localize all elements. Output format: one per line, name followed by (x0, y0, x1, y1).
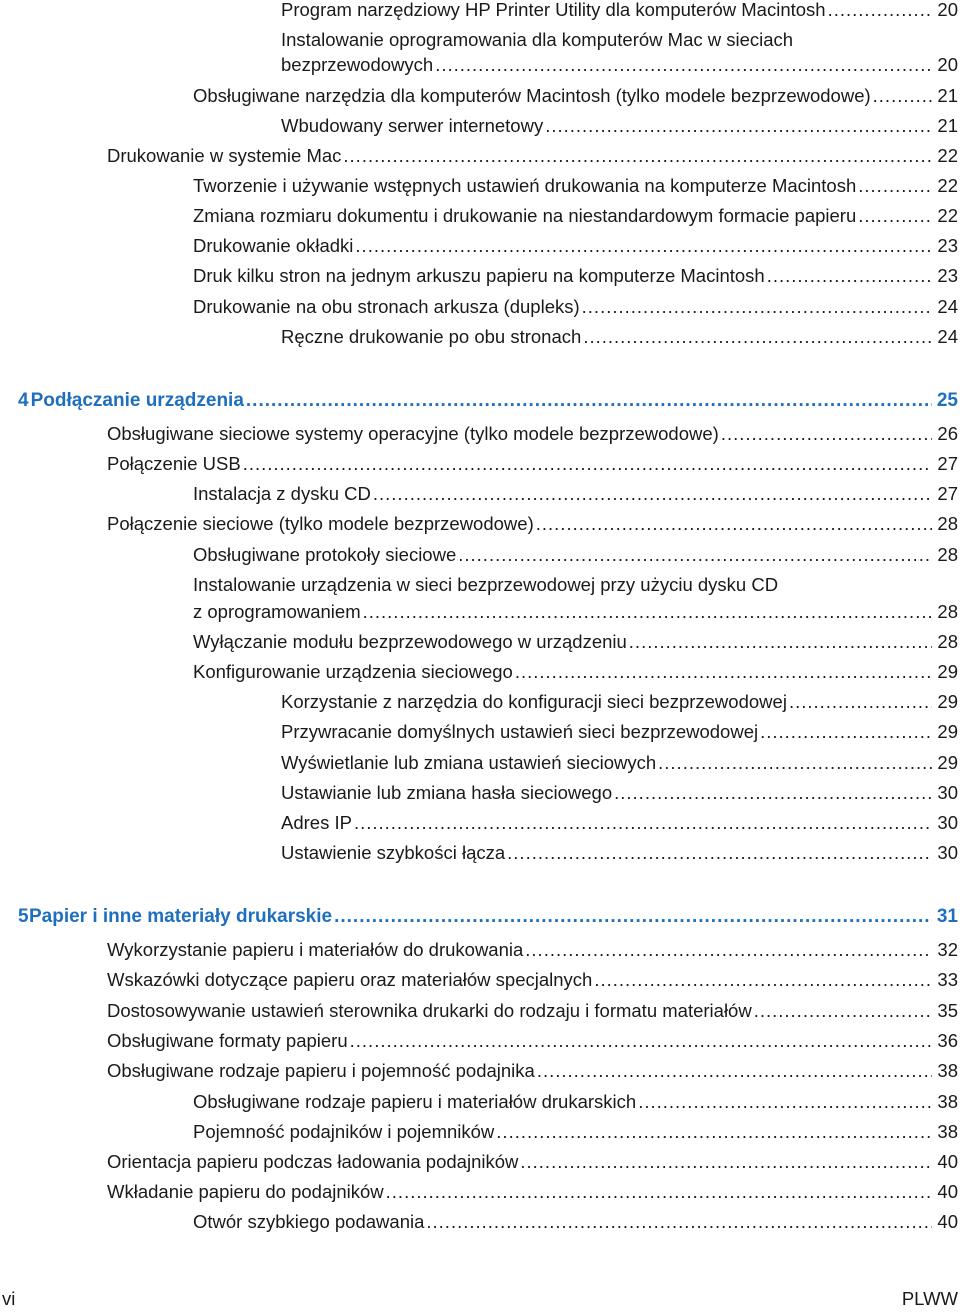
toc-entry-title: Obsługiwane formaty papieru (107, 1030, 348, 1051)
toc-entry-page: 40 (937, 1181, 958, 1202)
toc-entry-title: Konfigurowanie urządzenia sieciowego (193, 661, 513, 682)
toc-entry-page: 24 (937, 296, 958, 317)
toc-entry-title: Wkładanie papieru do podajników (107, 1181, 384, 1202)
chapter-number: 5 (18, 906, 29, 927)
dot-leader (767, 261, 933, 291)
toc-entry[interactable] (107, 1026, 958, 1056)
toc-entry[interactable] (193, 1117, 958, 1147)
toc-entry-title: Orientacja papieru podczas ładowania podajników (107, 1151, 519, 1172)
toc-entry-title: Obsługiwane narzędzia dla komputerów Macintosh (tylko modele bezprzewodowe) (193, 85, 871, 106)
toc-entry-page: 28 (937, 544, 958, 565)
toc-entry[interactable] (193, 81, 958, 111)
toc-entry-title: Drukowanie w systemie Mac (107, 145, 342, 166)
toc-entry-title: Wbudowany serwer internetowy (281, 115, 544, 136)
dot-leader (545, 111, 932, 141)
dot-leader (536, 509, 933, 539)
toc-entry-page: 30 (937, 782, 958, 803)
dot-leader (537, 1056, 933, 1086)
dot-leader (496, 1117, 932, 1147)
toc-entry-page: 38 (937, 1121, 958, 1142)
toc-entry-title: Adres IP (281, 812, 352, 833)
toc-entry[interactable] (193, 231, 958, 261)
toc-entry[interactable] (193, 657, 958, 687)
toc-entry-title: z oprogramowaniem (193, 601, 361, 622)
toc-entry[interactable] (193, 540, 958, 570)
toc-entry-title: Tworzenie i używanie wstępnych ustawień drukowania na komputerze Macintosh (193, 175, 857, 196)
toc-entry[interactable] (193, 597, 958, 627)
toc-entry-title: bezprzewodowych (281, 54, 434, 75)
toc-entry-title: Zmiana rozmiaru dokumentu i drukowanie na niestandardowym formacie papieru (193, 205, 857, 226)
toc-entry-title: Obsługiwane rodzaje papieru i materiałów drukarskich (193, 1091, 637, 1112)
toc-entry-page: 32 (937, 939, 958, 960)
dot-leader (858, 201, 932, 231)
toc-entry[interactable] (281, 838, 958, 868)
toc-entry[interactable] (193, 1087, 958, 1117)
toc-entry-page: 29 (937, 661, 958, 682)
toc-entry-page: 23 (937, 265, 958, 286)
toc-entry[interactable] (107, 509, 958, 539)
dot-leader (754, 996, 933, 1026)
toc-entry-title: Dostosowywanie ustawień sterownika drukarki do rodzaju i formatu materiałów (107, 1000, 752, 1021)
toc-entry[interactable] (281, 111, 958, 141)
chapter-page: 25 (936, 390, 958, 411)
toc-entry-page: 40 (937, 1211, 958, 1232)
page-number: vi (2, 1288, 16, 1309)
toc-entry-title: Obsługiwane sieciowe systemy operacyjne (tylko modele bezprzewodowe) (107, 423, 719, 444)
toc-entry-page: 38 (937, 1091, 958, 1112)
toc-entry-page: 20 (937, 54, 958, 75)
toc-entry-page: 26 (937, 423, 958, 444)
toc-entry-page: 40 (937, 1151, 958, 1172)
toc-entry-page: 24 (937, 326, 958, 347)
dot-leader (525, 935, 932, 965)
toc-entry[interactable] (107, 1177, 958, 1207)
dot-leader (520, 1147, 932, 1177)
chapter-heading[interactable] (18, 902, 958, 932)
toc-entry-page: 33 (937, 969, 958, 990)
toc-entry[interactable] (281, 778, 958, 808)
toc-entry-page: 30 (937, 812, 958, 833)
toc-entry-page: 21 (937, 115, 958, 136)
toc-entry[interactable] (107, 419, 958, 449)
toc-entry-page: 36 (937, 1030, 958, 1051)
dot-leader (828, 0, 933, 25)
toc-entry-title: Obsługiwane rodzaje papieru i pojemność podajnika (107, 1060, 535, 1081)
toc-entry-page: 27 (937, 483, 958, 504)
dot-leader (594, 965, 932, 995)
toc-entry-title: Połączenie USB (107, 453, 241, 474)
toc-entry-page: 23 (937, 235, 958, 256)
toc-entry-title: Połączenie sieciowe (tylko modele bezprzewodowe) (107, 513, 534, 534)
toc-entry[interactable] (193, 261, 958, 291)
toc-entry-title: Pojemność podajników i pojemników (193, 1121, 495, 1142)
dot-leader (873, 81, 933, 111)
toc-entry[interactable] (281, 50, 958, 80)
toc-entry-title: Wyświetlanie lub zmiana ustawień sieciowych (281, 752, 657, 773)
toc-entry-page: 29 (937, 691, 958, 712)
toc-entry-page: 22 (937, 175, 958, 196)
toc-entry-title: Wskazówki dotyczące papieru oraz materiałów specjalnych (107, 969, 593, 990)
toc-entry-title: Drukowanie na obu stronach arkusza (dupleks) (193, 296, 580, 317)
toc-entry-title: Drukowanie okładki (193, 235, 354, 256)
dot-leader (458, 540, 932, 570)
chapter-page: 31 (936, 906, 958, 927)
toc-entry-title: Wyłączanie modułu bezprzewodowego w urządzeniu (193, 631, 627, 652)
toc-entry[interactable] (193, 479, 958, 509)
dot-leader (507, 838, 932, 868)
dot-leader (343, 141, 932, 171)
dot-leader (629, 627, 933, 657)
toc-entry[interactable] (281, 808, 958, 838)
dot-leader (334, 902, 932, 932)
toc-entry-title: Obsługiwane protokoły sieciowe (193, 544, 457, 565)
dot-leader (354, 808, 932, 838)
dot-leader (721, 419, 933, 449)
dot-leader (614, 778, 932, 808)
chapter-title: Podłączanie urządzenia (30, 390, 244, 411)
toc-entry-page: 38 (937, 1060, 958, 1081)
toc-entry-page: 27 (937, 453, 958, 474)
toc-entry[interactable] (107, 1056, 958, 1086)
toc-entry[interactable] (107, 965, 958, 995)
toc-entry[interactable] (107, 449, 958, 479)
toc-entry-title: Wykorzystanie papieru i materiałów do drukowania (107, 939, 524, 960)
toc-entry[interactable] (281, 748, 958, 778)
dot-leader (426, 1207, 932, 1237)
dot-leader (246, 386, 932, 416)
toc-entry-title: Ustawienie szybkości łącza (281, 842, 506, 863)
dot-leader (243, 449, 933, 479)
toc-entry-page: 21 (937, 85, 958, 106)
toc-entry[interactable] (193, 201, 958, 231)
toc-entry-page: 29 (937, 721, 958, 742)
toc-entry[interactable] (193, 171, 958, 201)
dot-leader (582, 292, 933, 322)
toc-entry[interactable] (281, 687, 958, 717)
toc-entry[interactable] (193, 292, 958, 322)
dot-leader (583, 322, 932, 352)
toc-entry-title: Otwór szybkiego podawania (193, 1211, 425, 1232)
toc-entry[interactable] (281, 322, 958, 352)
dot-leader (789, 687, 932, 717)
toc-entry[interactable] (193, 1207, 958, 1237)
toc-entry-page: 28 (937, 631, 958, 652)
dot-leader (515, 657, 933, 687)
toc-entry-title: Druk kilku stron na jednym arkuszu papieru na komputerze Macintosh (193, 265, 765, 286)
dot-leader (350, 1026, 933, 1056)
toc-entry-page: 20 (937, 0, 958, 20)
dot-leader (435, 50, 932, 80)
toc-entry-page: 30 (937, 842, 958, 863)
dot-leader (373, 479, 933, 509)
toc-entry[interactable] (107, 935, 958, 965)
toc-entry-title-line1: Instalowanie oprogramowania dla komputerów Mac w sieciach (281, 29, 794, 50)
dot-leader (760, 717, 932, 747)
dot-leader (658, 748, 932, 778)
toc-entry-title: Ręczne drukowanie po obu stronach (281, 326, 582, 347)
toc-entry-page: 22 (937, 205, 958, 226)
toc-entry-title: Przywracanie domyślnych ustawień sieci bezprzewodowej (281, 721, 759, 742)
dot-leader (638, 1087, 932, 1117)
toc-entry-title: Ustawianie lub zmiana hasła sieciowego (281, 782, 613, 803)
toc-entry[interactable] (193, 627, 958, 657)
toc-entry-title: Program narzędziowy HP Printer Utility dla komputerów Macintosh (281, 0, 826, 20)
toc-entry-page: 28 (937, 601, 958, 622)
toc-entry[interactable] (107, 1147, 958, 1177)
toc-entry-title: Korzystanie z narzędzia do konfiguracji sieci bezprzewodowej (281, 691, 787, 712)
chapter-title: Papier i inne materiały drukarskie (28, 906, 333, 927)
toc-entry[interactable] (281, 0, 958, 25)
toc-entry[interactable] (281, 717, 958, 747)
dot-leader (363, 597, 933, 627)
toc-entry[interactable] (107, 141, 958, 171)
toc-entry-page: 29 (937, 752, 958, 773)
toc-entry[interactable] (107, 996, 958, 1026)
toc-entry-title: Instalacja z dysku CD (193, 483, 371, 504)
locale-code: PLWW (901, 1288, 958, 1309)
toc-entry-title-line1: Instalowanie urządzenia w sieci bezprzewodowej przy użyciu dysku CD (193, 574, 779, 595)
dot-leader (858, 171, 932, 201)
chapter-heading[interactable] (18, 386, 958, 416)
dot-leader (386, 1177, 933, 1207)
toc-entry-page: 28 (937, 513, 958, 534)
toc-entry-page: 35 (937, 1000, 958, 1021)
toc-entry-page: 22 (937, 145, 958, 166)
dot-leader (355, 231, 932, 261)
chapter-number: 4 (18, 390, 29, 411)
